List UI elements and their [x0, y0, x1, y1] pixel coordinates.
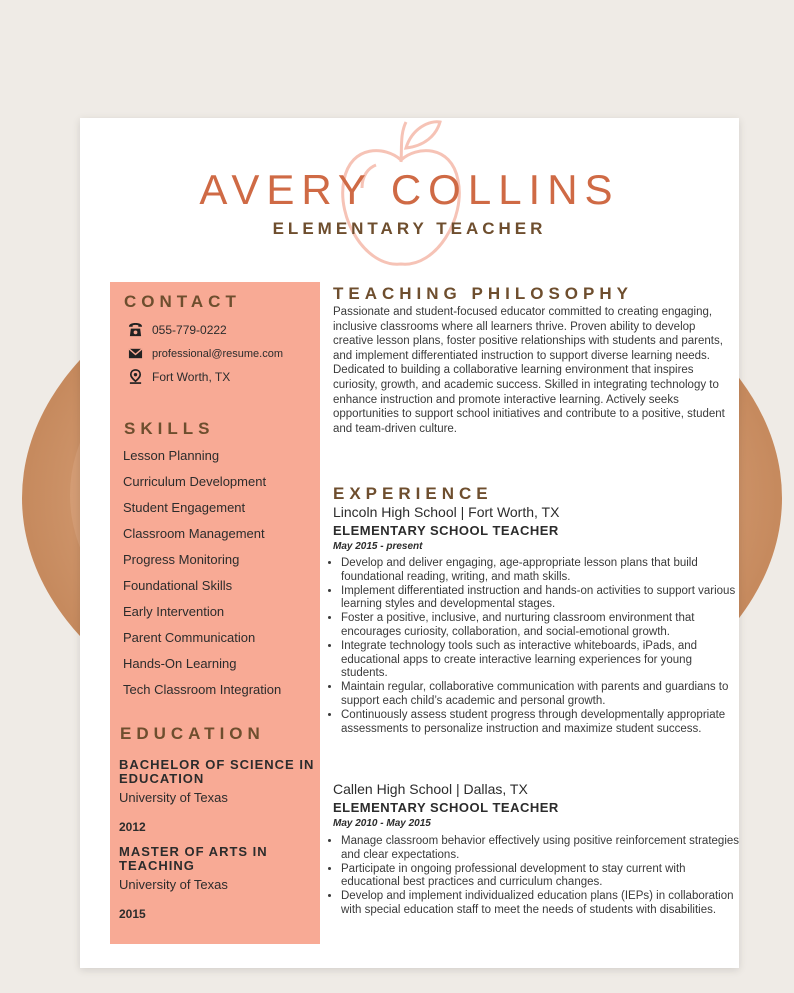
phone-text: 055-779-0222 [152, 322, 227, 337]
degree-title: BACHELOR OF SCIENCE IN EDUCATION [119, 757, 315, 786]
email-icon [128, 346, 143, 361]
skill-item: Early Intervention [123, 604, 225, 619]
philosophy-heading: TEACHING PHILOSOPHY [333, 284, 633, 303]
job-bullet: • Develop and deliver engaging, age-appropriate lesson plans that build foundational reading, writing, and math skills. [341, 557, 739, 585]
skill-item: Student Engagement [123, 500, 246, 515]
skill-item: Parent Communication [123, 630, 256, 645]
skill-item: Curriculum Development [123, 474, 267, 489]
location-pin-icon [128, 369, 143, 384]
candidate-role: ELEMENTARY TEACHER [272, 219, 547, 238]
skill-item: Hands-On Learning [123, 656, 237, 671]
job-bullet: • Manage classroom behavior effectively using positive reinforcement strategies and clear expectations. [341, 835, 739, 863]
skill-item: Lesson Planning [123, 448, 220, 463]
job-bullets [327, 557, 739, 736]
skill-item: Progress Monitoring [123, 552, 240, 567]
resume-page [80, 118, 739, 968]
contact-location [128, 369, 230, 384]
contact-phone [128, 322, 227, 337]
job-bullet: • Integrate technology tools such as interactive whiteboards, iPads, and educational apps to create interactive learning experiences for young students. [341, 640, 739, 681]
email-text: professional@resume.com [152, 347, 283, 360]
skill-item: Tech Classroom Integration [123, 682, 282, 697]
job-dates: May 2015 - present [333, 541, 423, 552]
skill-item: Foundational Skills [123, 578, 233, 593]
contact-heading: CONTACT [124, 292, 241, 311]
school-name: University of Texas [119, 790, 228, 805]
job-bullet: • Develop and implement individualized education plans (IEPs) in collaboration with special education staff to meet the needs of students with disabilities. [341, 890, 739, 918]
phone-icon [128, 322, 143, 337]
degree-title: MASTER OF ARTS IN TEACHING [119, 844, 268, 873]
experience-heading: EXPERIENCE [333, 484, 493, 503]
job-title: ELEMENTARY SCHOOL TEACHER [333, 523, 559, 538]
sidebar [110, 282, 320, 944]
graduation-year: 2012 [119, 820, 146, 834]
education-heading: EDUCATION [120, 724, 265, 743]
job-bullets [327, 835, 739, 918]
school-name: University of Texas [119, 877, 228, 892]
job-bullet: • Continuously assess student progress through developmentally appropriate assessments to personalize instruction and maximize student success. [341, 709, 739, 737]
location-text: Fort Worth, TX [152, 369, 231, 384]
job-employer: Lincoln High School | Fort Worth, TX [333, 504, 560, 520]
graduation-year: 2015 [119, 907, 146, 921]
job-bullet: • Foster a positive, inclusive, and nurturing classroom environment that encourages curiosity, collaboration, and social-emotional growth. [341, 612, 739, 640]
philosophy-text: Passionate and student-focused educator committed to creating engaging, inclusive classrooms where all learners thrive. Proven ability to develop creative lesson plans, foster positive relationships with students and parents, and implement differentiated instruction to support diverse learning needs. Dedicated to building a collaborative learning environment that inspires curiosity, growth, and academic success. Skilled in integrating technology to enhance instruction and promote interactive learning. Actively seeks opportunities to support school initiatives and contribute to a positive, student and team-driven culture. [333, 306, 725, 435]
job-bullet: • Participate in ongoing professional development to stay current with educational best practices and curriculum changes. [341, 863, 739, 891]
skill-item: Classroom Management [123, 526, 265, 541]
candidate-name: AVERY COLLINS [199, 166, 620, 213]
job-bullet: • Maintain regular, collaborative communication with parents and guardians to support each child’s academic and personal growth. [341, 681, 739, 709]
job-title: ELEMENTARY SCHOOL TEACHER [333, 800, 559, 815]
skills-heading: SKILLS [124, 419, 215, 438]
contact-email [128, 346, 283, 361]
job-bullet: • Implement differentiated instruction and hands-on activities to support various learning styles and developmental stages. [341, 585, 739, 613]
job-employer: Callen High School | Dallas, TX [333, 781, 528, 797]
job-dates: May 2010 - May 2015 [333, 818, 431, 829]
